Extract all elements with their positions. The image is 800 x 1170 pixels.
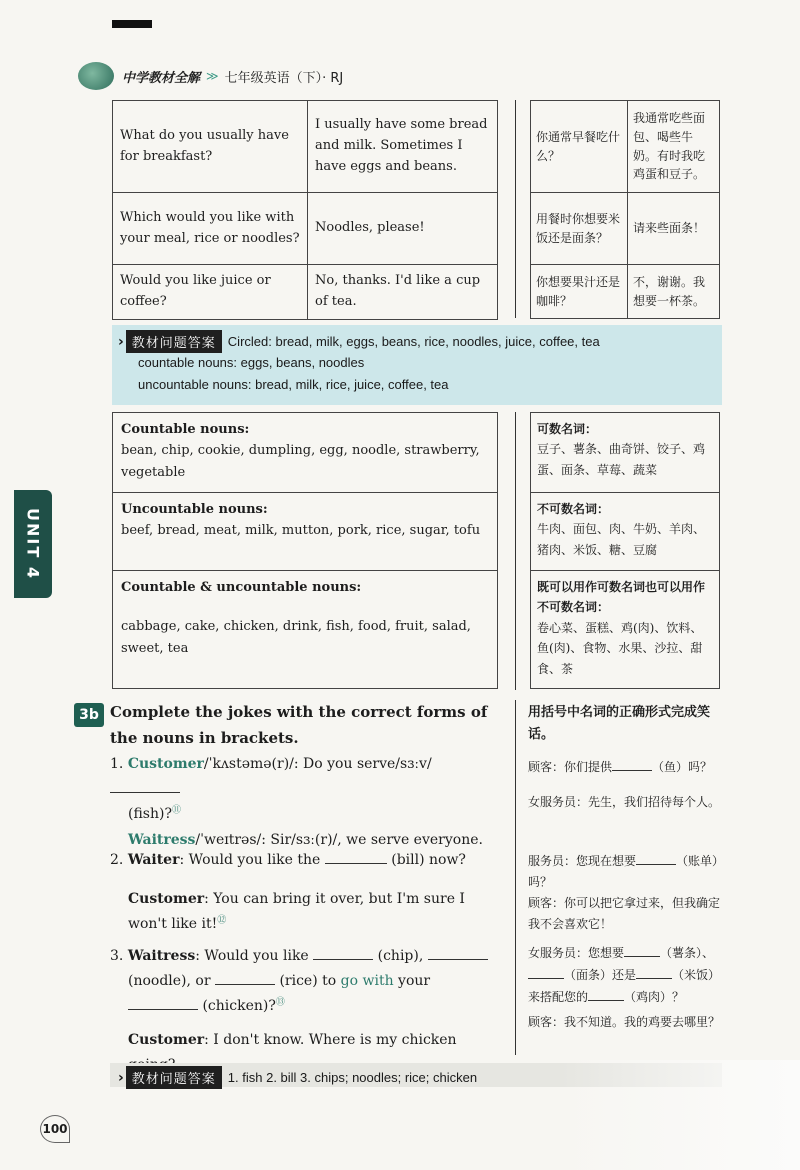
table-cell: 请来些面条！ (628, 193, 720, 265)
table-cell: 我通常吃些面包、喝些牛奶。有时我吃鸡蛋和豆子。 (628, 101, 720, 193)
chevron-right-icon: › (118, 1069, 124, 1086)
noun-table (112, 412, 498, 689)
answer-blank[interactable] (313, 945, 373, 960)
dialogue-table-translation (530, 100, 720, 319)
answer-line: countable nouns: eggs, beans, noodles (138, 355, 365, 370)
table-row (531, 571, 720, 689)
category-heading: 可数名词： (537, 422, 598, 436)
answer-blank (612, 756, 652, 771)
book-title: 中学教材全解 (122, 70, 201, 86)
speaker: Customer (128, 1031, 205, 1048)
table-row (531, 413, 720, 493)
table-cell: 你通常早餐吃什么？ (531, 101, 628, 193)
table-row (113, 571, 498, 689)
dialogue-text: your (398, 973, 431, 990)
category-list: bean, chip, cookie, dumpling, egg, noodle, strawberry, vegetable (121, 443, 480, 480)
page-fade (560, 1060, 800, 1170)
dialogue-text: Would you like (204, 948, 309, 964)
noun-table-translation (530, 412, 720, 689)
question-3: 3. Waitress: Would you like (chip), (noodle), or (rice) to go with your (chicken)?⑬ Customer: I don't know. Where is my chicken (110, 944, 505, 1078)
answer-blank (588, 986, 624, 1001)
answer-label: 教材问题答案 (126, 330, 222, 353)
translation-text: 顾客：你们提供 (528, 760, 613, 774)
translation-text: （面条）还是 (564, 968, 637, 982)
chevron-right-icon: ≫ (206, 69, 219, 83)
bracket-noun: (noodle), or (128, 973, 211, 990)
dialogue-text: I don't know. Where is my chicken (213, 1031, 457, 1048)
speaker: Waitress (128, 831, 196, 848)
speaker: Customer (128, 891, 205, 908)
task-badge: 3b (74, 703, 104, 727)
translation-text: 服务员：您现在想要 (528, 854, 637, 868)
book-subtitle: 七年级英语（下）· RJ (224, 70, 344, 86)
answer-tag (118, 330, 600, 353)
phonetic: /ˈweɪtrəs/ (195, 831, 262, 848)
table-cell (531, 571, 720, 689)
category-list: 牛肉、面包、肉、牛奶、羊肉、猪肉、米饭、糖、豆腐 (537, 522, 706, 557)
translation-text: 女服务员：您想要 (528, 946, 625, 960)
category-list: 豆子、薯条、曲奇饼、饺子、鸡蛋、面条、草莓、蔬菜 (537, 442, 706, 477)
category-heading: Countable nouns: (121, 422, 250, 437)
table-cell: Would you like juice or coffee? (113, 265, 308, 320)
answer-blank[interactable] (110, 778, 180, 793)
page-header (78, 62, 343, 90)
speaker: Waitress (127, 948, 196, 964)
answer-blank (624, 942, 660, 957)
bracket-noun: (fish)? (128, 806, 172, 823)
table-row (531, 493, 720, 571)
bracket-noun: (rice) to (279, 973, 337, 990)
table-cell (113, 571, 498, 689)
answer-line: 1. fish 2. bill 3. chips; noodles; rice; chicken (227, 1070, 478, 1085)
category-list: beef, bread, meat, milk, mutton, pork, rice, sugar, tofu (121, 523, 481, 539)
phrase: go with (340, 973, 394, 990)
column-divider (515, 700, 516, 1055)
unit-side-tab: UNIT 4 (14, 490, 52, 598)
answer-blank[interactable] (215, 970, 275, 985)
question-2: 2. Waiter: Would you like the (bill) now? Customer: You can bring it over, but I'm sure I won't like it!⑫ (110, 848, 505, 938)
translation-text: 女服务员：先生，我们招待每个人。 (528, 795, 721, 809)
dialogue-table (112, 100, 498, 320)
table-cell: What do you usually have for breakfast? (113, 101, 308, 193)
table-row (113, 265, 498, 320)
table-cell: I usually have some bread and milk. Sometimes I have eggs and beans. (308, 101, 498, 193)
translation-text: （鱼）吗？ (652, 760, 713, 774)
chevron-right-icon: › (118, 333, 124, 350)
table-cell (113, 493, 498, 571)
table-row (113, 101, 498, 193)
bracket-noun: (chicken)? (202, 998, 276, 1015)
table-cell (113, 413, 498, 493)
note-mark: ⑫ (217, 915, 227, 926)
translation-text: 顾客：我不知道。我的鸡要去哪里？ (528, 1015, 721, 1029)
category-heading: 不可数名词： (537, 502, 610, 516)
column-divider (515, 100, 516, 318)
table-cell: 你想要果汁还是咖啡？ (531, 265, 628, 319)
category-list: 卷心菜、蛋糕、鸡(肉)、饮料、鱼(肉)、食物、水果、沙拉、甜食、茶 (537, 620, 703, 676)
answer-blank[interactable] (325, 849, 387, 864)
dialogue-text: Do you serve/sɜːv/ (303, 756, 432, 772)
answer-line: Circled: bread, milk, eggs, beans, rice, noodles, juice, coffee, tea (227, 334, 600, 349)
answer-tag (118, 1066, 477, 1089)
dialogue-text: Sir/sɜː(r)/, we serve everyone. (270, 831, 483, 848)
answer-blank (636, 850, 676, 865)
translation-text: 顾客：你可以把它拿过来，但我确定我不会喜欢它！ (528, 896, 721, 931)
task-title-translation: 用括号中名词的正确形式完成笑话。 (528, 705, 711, 743)
table-row (113, 493, 498, 571)
translation-2 (528, 850, 728, 935)
answer-blank[interactable] (428, 945, 488, 960)
translation-text: （账单）吗？ (528, 854, 725, 889)
table-cell (531, 413, 720, 493)
question-number: 1. (110, 756, 124, 772)
question-number: 2. (110, 852, 124, 868)
table-cell (531, 493, 720, 571)
translation-text: （米饭）来搭配您的 (528, 968, 721, 1004)
question-number: 3. (110, 948, 124, 964)
speaker: Waiter (127, 852, 180, 868)
table-row (531, 101, 720, 193)
page-number: 100 (40, 1115, 70, 1143)
table-cell: Which would you like with your meal, rice or noodles? (113, 193, 308, 265)
dialogue-text: Would you like the (188, 852, 321, 868)
column-divider (515, 412, 516, 690)
category-heading: 既可以用作可数名词也可以用作不可数名词： (537, 580, 706, 615)
table-row (531, 265, 720, 319)
answer-line: uncountable nouns: bread, milk, rice, juice, coffee, tea (138, 377, 449, 392)
dialogue-text: (bill) now? (391, 852, 466, 868)
answer-blank[interactable] (128, 995, 198, 1010)
translation-text: （鸡肉）？ (624, 990, 685, 1004)
top-bar-mark (112, 20, 152, 28)
answer-label: 教材问题答案 (126, 1066, 222, 1089)
table-row (113, 413, 498, 493)
book-logo-icon (78, 62, 114, 90)
category-heading: Countable & uncountable nouns: (121, 580, 362, 595)
answer-blank (636, 964, 672, 979)
bracket-noun: (chip), (377, 948, 424, 964)
phonetic: /ˈkʌstəmə(r)/ (203, 756, 294, 772)
note-mark: ⑪ (171, 805, 181, 816)
translation-3 (528, 942, 728, 1033)
task-title: Complete the jokes with the correct forms of the nouns in brackets. (110, 703, 488, 747)
table-row (113, 193, 498, 265)
table-cell: 不，谢谢。我想要一杯茶。 (628, 265, 720, 319)
speaker: Customer (127, 756, 204, 772)
dialogue-text: You can bring it over, but I'm sure I won't like it! (128, 891, 465, 933)
category-list: cabbage, cake, chicken, drink, fish, food, fruit, salad, sweet, tea (121, 619, 471, 656)
question-1: 1. Customer/ˈkʌstəmə(r)/: Do you serve/sɜːv/ (fish)?⑪ Waitress/ˈweɪtrəs/: Sir/sɜː(r)/, we serve everyone. (110, 756, 483, 848)
category-heading: Uncountable nouns: (121, 502, 268, 517)
translation-1 (528, 756, 728, 813)
table-row (531, 193, 720, 265)
note-mark: ⑬ (275, 997, 285, 1008)
translation-text: （薯条）、 (660, 946, 715, 960)
table-cell: 用餐时你想要米饭还是面条？ (531, 193, 628, 265)
table-cell: No, thanks. I'd like a cup of tea. (308, 265, 498, 320)
answer-blank (528, 964, 564, 979)
table-cell: Noodles, please! (308, 193, 498, 265)
